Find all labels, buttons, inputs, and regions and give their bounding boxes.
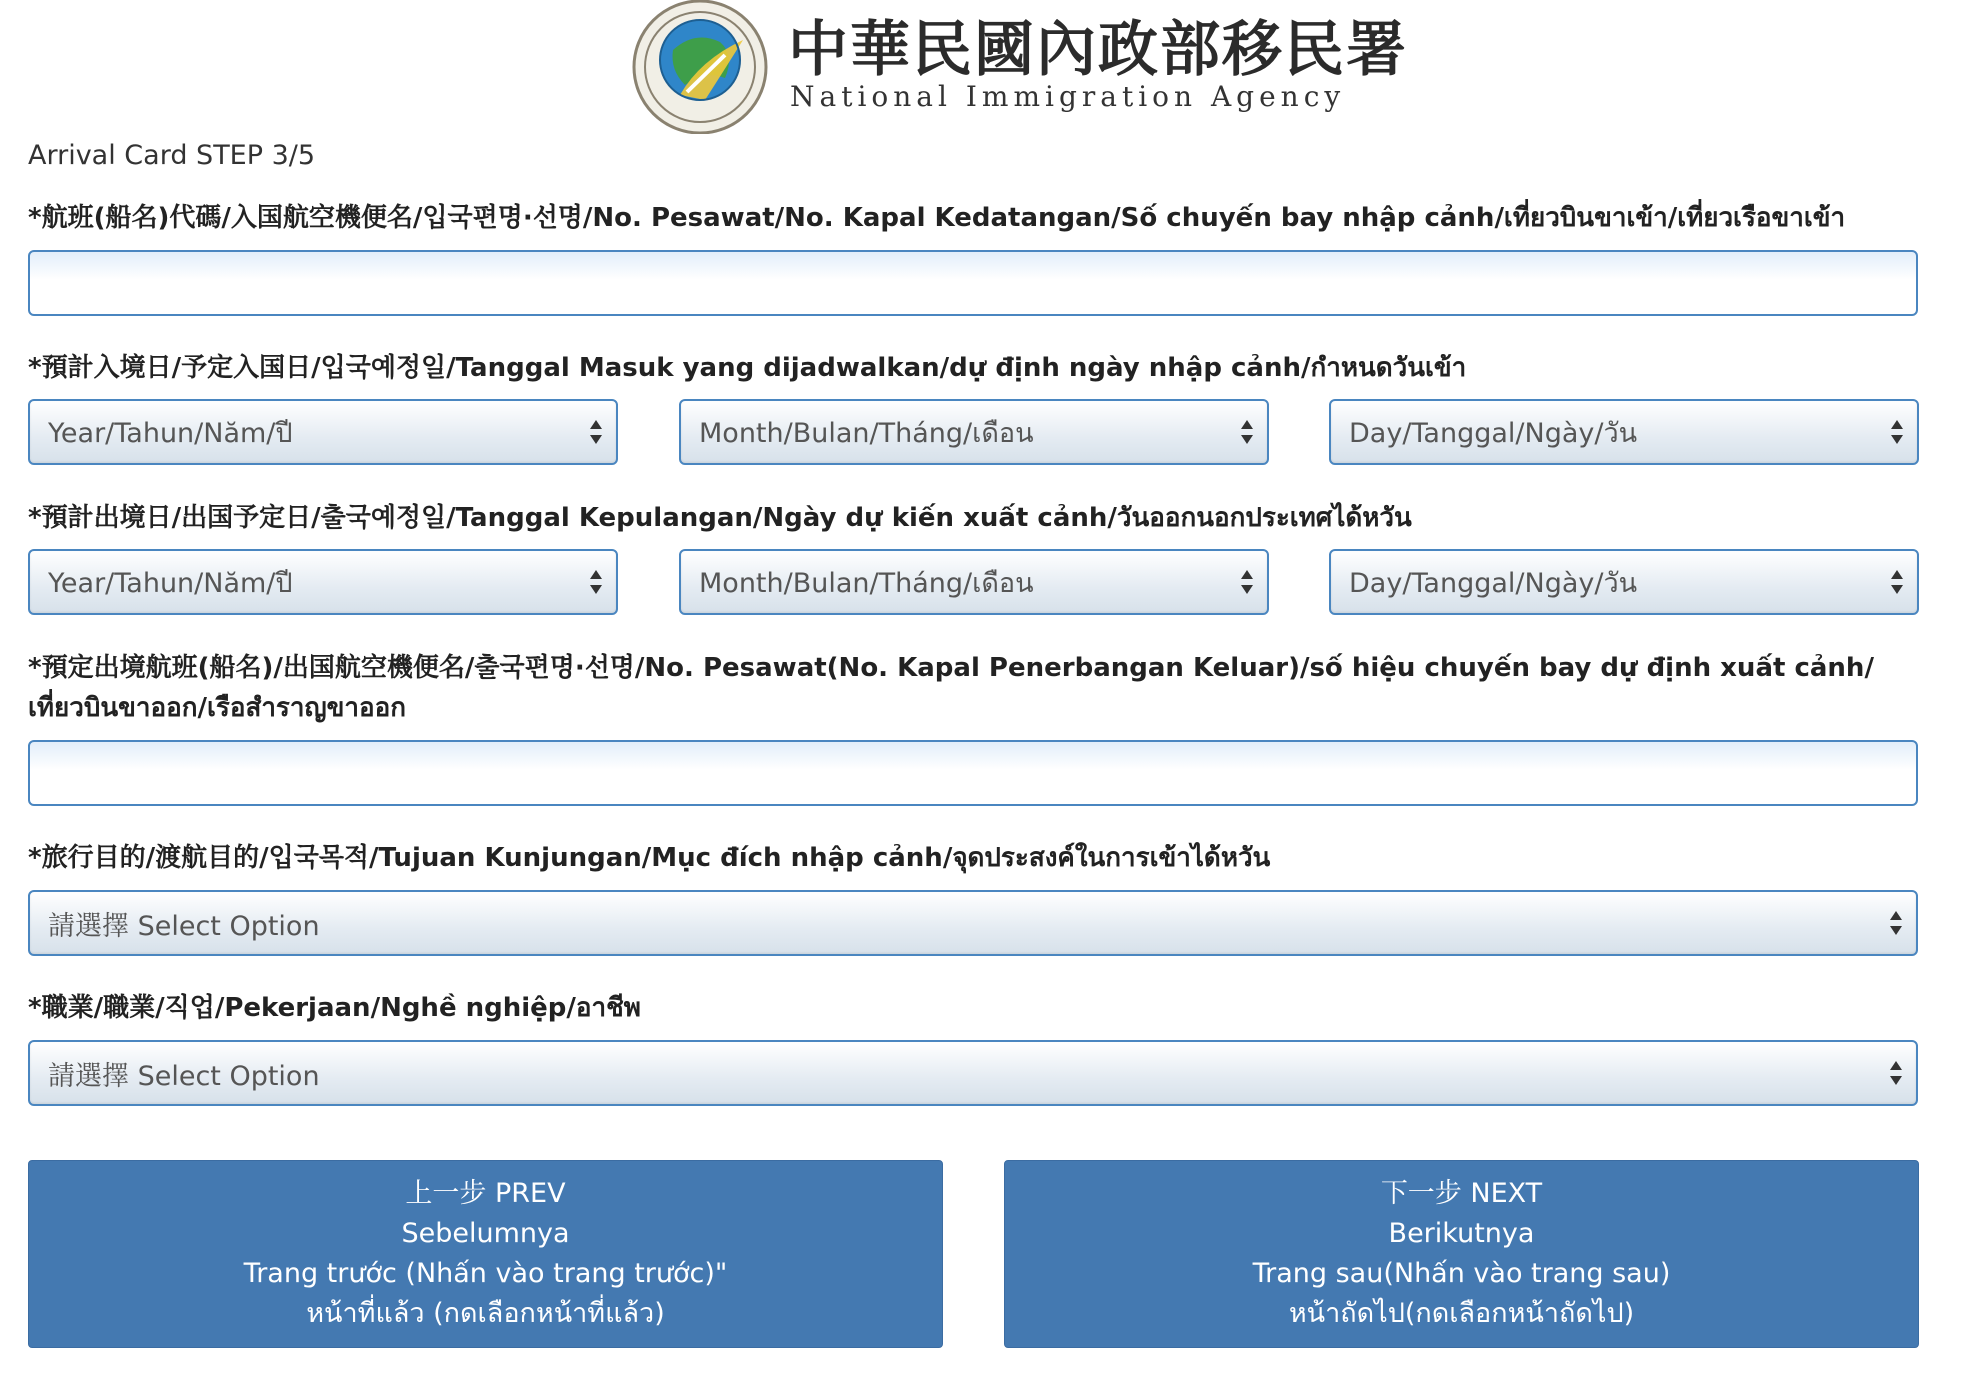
select-arrows-icon <box>588 417 604 447</box>
next-button-line4: หน้าถัดไป(กดเลือกหน้าถัดไป) <box>1288 1298 1635 1329</box>
arrival-month-select[interactable] <box>679 399 1269 465</box>
prev-button-line4: หน้าที่แล้ว (กดเลือกหน้าที่แล้ว) <box>306 1298 665 1329</box>
departure-flight-label: *預定出境航班(船名)/出国航空機便名/출국편명·선명/No. Pesawat(No. Kapal Penerbangan Keluar)/số hiệu chuyến bay dự định xuất cảnh/เที่ยวบินขาออก/เรือสำราญขาออก <box>28 653 1874 723</box>
prev-button-line1: 上一步 PREV <box>405 1178 566 1209</box>
occupation-label: *職業/職業/직업/Pekerjaan/Nghề nghiệp/อาชีพ <box>28 993 641 1023</box>
arrival-day-select[interactable] <box>1329 399 1919 465</box>
select-arrows-icon <box>1239 567 1255 597</box>
prev-button-line2: Sebelumnya <box>401 1218 570 1249</box>
select-arrows-icon <box>1889 567 1905 597</box>
select-arrows-icon <box>1888 908 1904 938</box>
purpose-label: *旅行目的/渡航目的/입국목적/Tujuan Kunjungan/Mục đích nhập cảnh/จุดประสงค์ในการเข้าได้หวัน <box>28 843 1271 873</box>
prev-button-line3: Trang trước (Nhấn vào trang trước)" <box>243 1258 728 1289</box>
next-button-line1: 下一步 NEXT <box>1380 1178 1543 1209</box>
arrival-day-value: Day/Tanggal/Ngày/วัน <box>1349 417 1638 449</box>
occupation-select[interactable] <box>28 1040 1918 1106</box>
departure-flight-input[interactable] <box>28 740 1918 806</box>
agency-seal-logo <box>625 0 775 134</box>
next-button-line2: Berikutnya <box>1388 1218 1535 1249</box>
departure-year-select[interactable] <box>28 549 618 615</box>
select-arrows-icon <box>1239 417 1255 447</box>
arrival-year-select[interactable] <box>28 399 618 465</box>
arrival-month-value: Month/Bulan/Tháng/เดือน <box>699 417 1034 449</box>
agency-header <box>625 0 1408 140</box>
departure-month-select[interactable] <box>679 549 1269 615</box>
arrival-year-value: Year/Tahun/Năm/ปี <box>48 417 293 449</box>
purpose-selected-value: 請選擇 Select Option <box>48 910 320 942</box>
agency-title-english: National Immigration Agency <box>790 80 1346 113</box>
select-arrows-icon <box>588 567 604 597</box>
departure-day-value: Day/Tanggal/Ngày/วัน <box>1349 567 1638 599</box>
next-button-line3: Trang sau(Nhấn vào trang sau) <box>1252 1258 1671 1289</box>
arrival-flight-input[interactable] <box>28 250 1918 316</box>
next-button[interactable] <box>1004 1160 1919 1348</box>
arrival-date-label: *預計入境日/予定入国日/입국예정일/Tanggal Masuk yang dijadwalkan/dự định ngày nhập cảnh/กำหนดวันเข้า <box>28 353 1467 383</box>
departure-year-value: Year/Tahun/Năm/ปี <box>48 567 293 599</box>
departure-day-select[interactable] <box>1329 549 1919 615</box>
agency-title-chinese: 中華民國內政部移民署 <box>788 15 1408 85</box>
arrival-flight-label: *航班(船名)代碼/入国航空機便名/입국편명·선명/No. Pesawat/No. Kapal Kedatangan/Số chuyến bay nhập cảnh/เที่ยวบินขาเข้า/เที่ยวเรือขาเข้า <box>28 203 1846 233</box>
step-indicator: Arrival Card STEP 3/5 <box>28 140 316 171</box>
departure-month-value: Month/Bulan/Tháng/เดือน <box>699 567 1034 599</box>
departure-date-label: *預計出境日/出国予定日/출국예정일/Tanggal Kepulangan/Ngày dự kiến xuất cảnh/วันออกนอกประเทศได้หวัน <box>28 503 1412 533</box>
purpose-select[interactable] <box>28 890 1918 956</box>
occupation-selected-value: 請選擇 Select Option <box>48 1060 320 1092</box>
prev-button[interactable] <box>28 1160 943 1348</box>
select-arrows-icon <box>1888 1058 1904 1088</box>
select-arrows-icon <box>1889 417 1905 447</box>
